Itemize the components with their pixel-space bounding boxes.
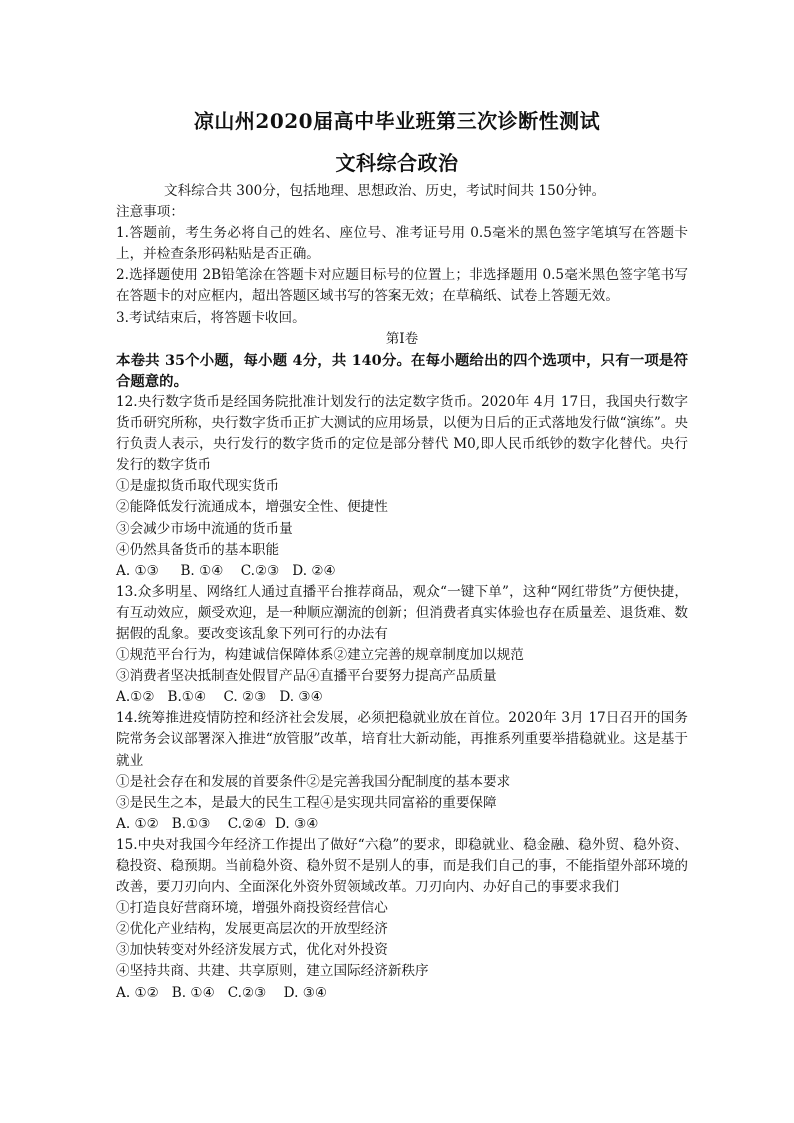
intro-text: 文科综合共 300分，包括地理、思想政治、历史，考试时间共 150分钟。: [164, 183, 606, 199]
question-15-item: ①打造良好营商环境，增强外商投资经营信心: [116, 900, 388, 917]
exam-content: [116, 181, 688, 1004]
section-title: 第Ⅰ卷: [385, 330, 419, 347]
question-15-item: ②优化产业结构，发展更高层次的开放型经济: [116, 921, 388, 938]
note-item-2: 2.选择题使用 2B铅笔涂在答题卡对应题目标号的位置上；非选择题用 0.5毫米黑色签字笔书写在答题卡的对应框内，超出答题区域书写的答案无效；在草稿纸、试卷上答题无效。: [116, 267, 688, 305]
question-14-item: ③是民生之本，是最大的民生工程④是实现共同富裕的重要保障: [116, 794, 497, 811]
notes-heading: 注意事项：: [116, 204, 184, 221]
question-12-stem: 12.央行数字货币是经国务院批准计划发行的法定数字货币。2020年 4月 17日，我国央行数字货币研究所称，央行数字货币正扩大测试的应用场景，以便为日后的正式落地发行做“演练”。央行负责人表示，央行发行的数字货币的定位是部分替代 M0,即人民币纸钞的数字化替代。央行发行的数字货币: [116, 393, 688, 474]
exam-subtitle: 文科综合政治: [335, 151, 459, 175]
question-13-item: ①规范平台行为，构建诚信保障体系②建立完善的规章制度加以规范: [116, 647, 524, 664]
exam-title: 凉山州2020届高中毕业班第三次诊断性测试: [193, 109, 601, 133]
question-15-stem: 15.中央对我国今年经济工作提出了做好“六稳”的要求，即稳就业、稳金融、稳外贸、稳外资、稳投资、稳预期。当前稳外资、稳外贸不是别人的事，而是我们自己的事，不能指望外部环境的改善，要刀刃向内、全面深化外资外贸领域改革。刀刃向内、办好自己的事要求我们: [116, 836, 688, 896]
question-15-options: A. ①② B. ①④ C.②③ D. ③④: [116, 984, 328, 1001]
question-12-item: ④仍然具备货币的基本职能: [116, 541, 280, 558]
question-15-item: ③加快转变对外经济发展方式，优化对外投资: [116, 942, 388, 959]
question-13-options: A.①② B.①④ C. ②③ D. ③④: [116, 689, 323, 706]
question-14-options: A. ①② B.①③ C.②④ D. ③④: [116, 815, 319, 832]
question-12-item: ①是虚拟货币取代现实货币: [116, 478, 280, 495]
question-13-stem: 13.众多明星、网络红人通过直播平台推荐商品，观众“一键下单”，这种“网红带货”方便快捷，有互动效应，颇受欢迎，是一种顺应潮流的创新；但消费者真实体验也存在质量差、退货难、数据假的乱象。要改变该乱象下列可行的办法有: [116, 583, 688, 642]
section-instruction: 本卷共 35个小题，每小题 4分，共 140分。在每小题给出的四个选项中，只有一项是符合题意的。: [116, 351, 688, 390]
question-12-item: ③会减少市场中流通的货币量: [116, 520, 293, 537]
question-14-stem: 14.统筹推进疫情防控和经济社会发展，必须把稳就业放在首位。2020年 3月 17日召开的国务院常务会议部署深入推进“放管服”改革，培育壮大新动能，再推系列重要举措稳就业。这是基于就业: [116, 710, 688, 769]
note-item-1: 1.答题前，考生务必将自己的姓名、座位号、准考证号用 0.5毫米的黑色签字笔填写在答题卡上，并检查条形码粘贴是否正确。: [116, 225, 688, 263]
question-12-options: A. ①③ B. ①④ C.②③ D. ②④: [116, 562, 336, 579]
question-12-item: ②能降低发行流通成本，增强安全性、便捷性: [116, 499, 388, 516]
question-13-item: ③消费者坚决抵制查处假冒产品④直播平台要努力提高产品质量: [116, 668, 497, 685]
note-item-3: 3.考试结束后，将答题卡收回。: [116, 309, 306, 326]
question-14-item: ①是社会存在和发展的首要条件②是完善我国分配制度的基本要求: [116, 773, 511, 790]
question-15-item: ④坚持共商、共建、共享原则，建立国际经济新秩序: [116, 963, 429, 980]
